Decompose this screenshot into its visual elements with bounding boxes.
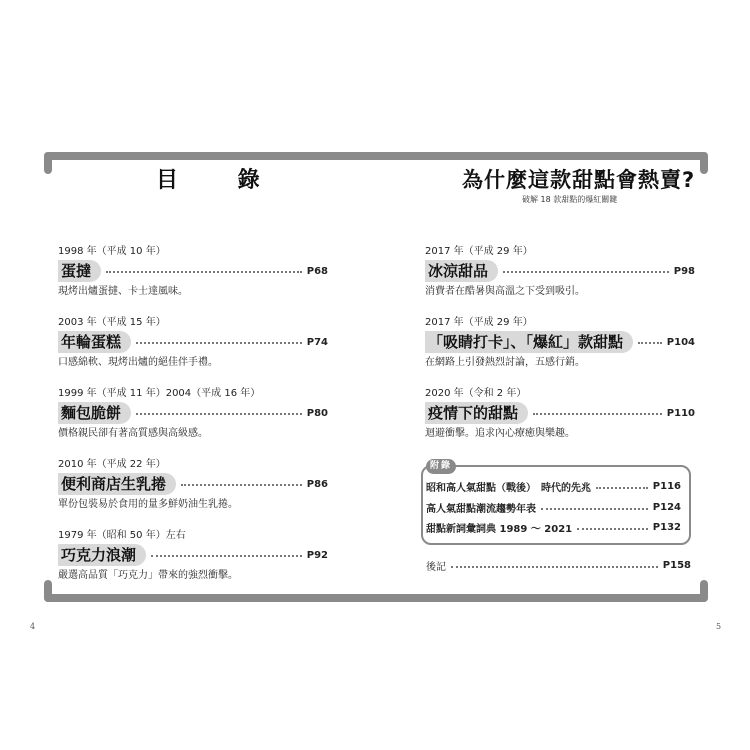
leader-dots bbox=[533, 413, 662, 415]
leader-dots bbox=[541, 508, 648, 510]
left-toc-column bbox=[58, 245, 328, 600]
toc-entry[interactable] bbox=[58, 387, 328, 458]
toc-entry[interactable] bbox=[425, 316, 695, 387]
entry-page: P110 bbox=[666, 407, 695, 419]
leader-dots bbox=[638, 342, 662, 344]
page-subtitle: 破解 18 款甜點的爆紅關鍵 bbox=[522, 195, 618, 204]
entry-page: P92 bbox=[306, 549, 328, 561]
toc-entry[interactable] bbox=[425, 387, 695, 458]
appendix-item-title: 高人氣甜點潮流趨勢年表 bbox=[426, 504, 536, 515]
right-toc-column bbox=[425, 245, 695, 458]
entry-page: P74 bbox=[306, 336, 328, 348]
appendix-item-page: P116 bbox=[652, 481, 681, 492]
appendix-item-title: 昭和高人氣甜點（戰後） 時代的先兆 bbox=[426, 483, 591, 494]
appendix-badge: 附錄 bbox=[426, 459, 456, 474]
entry-page: P98 bbox=[673, 265, 695, 277]
entry-description: 嚴選高品質「巧克力」帶來的強烈衝擊。 bbox=[58, 570, 238, 581]
entry-description: 現烤出爐蛋撻、卡士達風味。 bbox=[58, 286, 188, 297]
entry-year: 2003 年（平成 15 年） bbox=[58, 317, 166, 328]
frame-bottom-right-corner bbox=[700, 580, 708, 602]
entry-page: P86 bbox=[306, 478, 328, 490]
postscript-entry[interactable] bbox=[426, 558, 691, 573]
frame-bottom-left-corner bbox=[44, 580, 52, 602]
entry-year: 2010 年（平成 22 年） bbox=[58, 459, 166, 470]
frame-top-right-corner bbox=[700, 152, 708, 174]
entry-year: 1999 年（平成 11 年）2004（平成 16 年） bbox=[58, 388, 261, 399]
entry-title: 年輪蛋糕 bbox=[58, 331, 131, 353]
leader-dots bbox=[503, 271, 669, 273]
leader-dots bbox=[181, 484, 302, 486]
appendix-item[interactable] bbox=[426, 520, 681, 535]
page-number-left: 4 bbox=[30, 622, 36, 631]
postscript-title: 後記 bbox=[426, 562, 446, 573]
toc-entry[interactable] bbox=[58, 529, 328, 600]
leader-dots bbox=[451, 566, 658, 568]
entry-year: 1998 年（平成 10 年） bbox=[58, 246, 166, 257]
entry-description: 口感綿軟、現烤出爐的絕佳伴手禮。 bbox=[58, 357, 218, 368]
entry-year: 2017 年（平成 29 年） bbox=[425, 246, 533, 257]
appendix-item[interactable] bbox=[426, 479, 681, 494]
entry-year: 2017 年（平成 29 年） bbox=[425, 317, 533, 328]
entry-title: 蛋撻 bbox=[58, 260, 101, 282]
frame-top bbox=[44, 152, 708, 160]
toc-entry[interactable] bbox=[58, 458, 328, 529]
leader-dots bbox=[596, 487, 648, 489]
toc-entry[interactable] bbox=[58, 245, 328, 316]
entry-description: 單份包裝易於食用的量多鮮奶油生乳捲。 bbox=[58, 499, 238, 510]
entry-title: 「吸睛打卡」、「爆紅」款甜點 bbox=[425, 331, 633, 353]
entry-year: 2020 年（令和 2 年） bbox=[425, 388, 527, 399]
leader-dots bbox=[577, 528, 648, 530]
toc-entry[interactable] bbox=[58, 316, 328, 387]
page-number-right: 5 bbox=[716, 622, 722, 631]
appendix-item-title: 甜點新詞彙詞典 1989 ～ 2021 bbox=[426, 524, 573, 535]
page-heading: 為什麼這款甜點會熱賣? bbox=[462, 168, 696, 192]
leader-dots bbox=[151, 555, 302, 557]
entry-description: 在網路上引發熱烈討論，五感行銷。 bbox=[425, 357, 585, 368]
entry-page: P104 bbox=[666, 336, 695, 348]
entry-title: 冰涼甜品 bbox=[425, 260, 498, 282]
entry-page: P80 bbox=[306, 407, 328, 419]
entry-title: 疫情下的甜點 bbox=[425, 402, 528, 424]
leader-dots bbox=[136, 413, 302, 415]
frame-top-left-corner bbox=[44, 152, 52, 174]
appendix-item-page: P124 bbox=[652, 502, 681, 513]
leader-dots bbox=[136, 342, 302, 344]
entry-description: 價格親民卻有著高質感與高級感。 bbox=[58, 428, 208, 439]
appendix-item[interactable] bbox=[426, 500, 681, 515]
entry-year: 1979 年（昭和 50 年）左右 bbox=[58, 530, 186, 541]
entry-title: 巧克力浪潮 bbox=[58, 544, 146, 566]
leader-dots bbox=[106, 271, 302, 273]
entry-description: 迴避衝擊。追求內心療癒與樂趣。 bbox=[425, 428, 575, 439]
postscript-page: P158 bbox=[662, 560, 691, 571]
entry-title: 麵包脆餅 bbox=[58, 402, 131, 424]
entry-page: P68 bbox=[306, 265, 328, 277]
entry-description: 消費者在酷暑與高溫之下受到吸引。 bbox=[425, 286, 585, 297]
contents-title: 目 錄 bbox=[156, 168, 286, 193]
toc-entry[interactable] bbox=[425, 245, 695, 316]
appendix-item-page: P132 bbox=[652, 522, 681, 533]
entry-title: 便利商店生乳捲 bbox=[58, 473, 176, 495]
